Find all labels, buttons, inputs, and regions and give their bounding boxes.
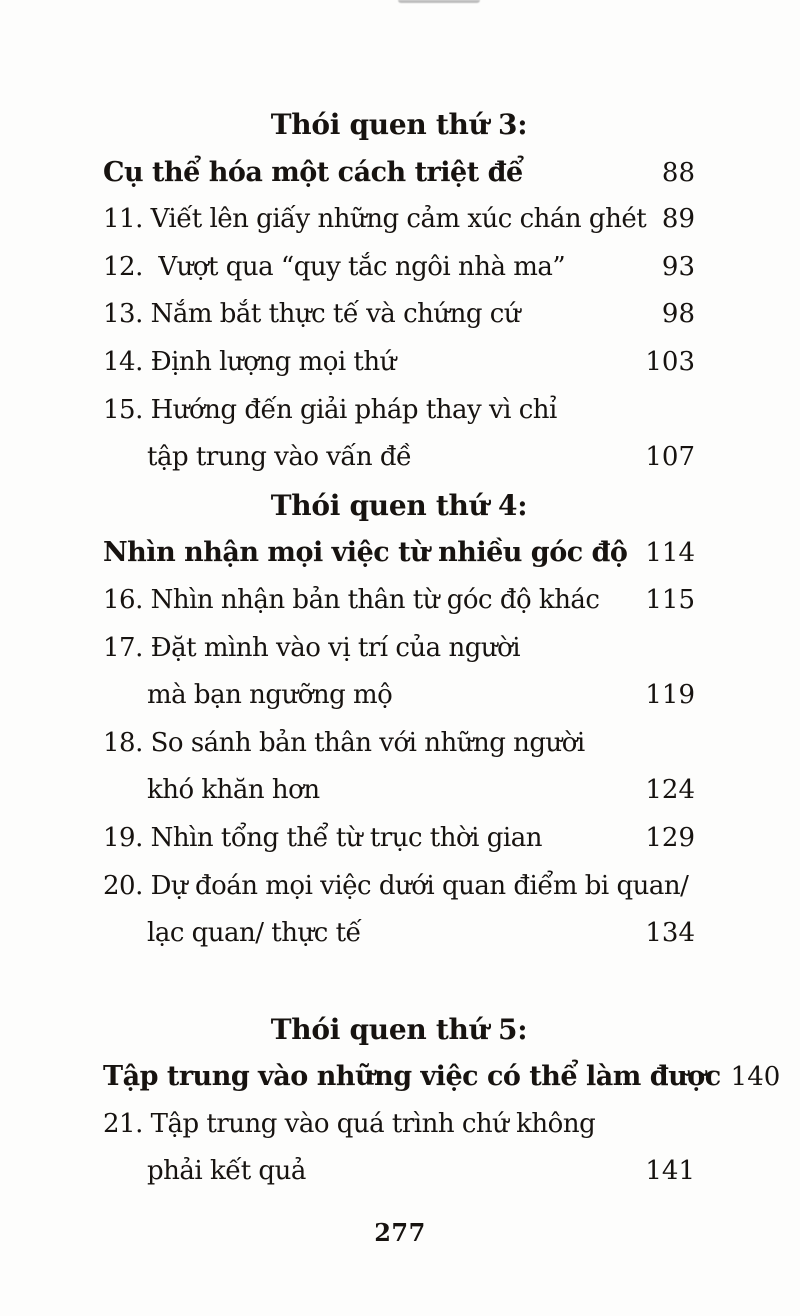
page-number: 119	[645, 680, 695, 711]
toc-entry-11	[103, 196, 695, 244]
toc-entry-text: 16. Nhìn nhận bản thân từ góc độ khác	[103, 584, 600, 615]
toc-entry-18-line1	[103, 720, 695, 768]
page-number: 124	[645, 775, 695, 806]
toc-entry-text: 14. Định lượng mọi thứ	[103, 346, 396, 377]
page-number: 114	[645, 538, 695, 569]
toc-entry-21-line2	[103, 1148, 695, 1196]
scan-artifact	[398, 0, 480, 3]
section-4-title-row	[103, 529, 695, 577]
section-5-title-row	[103, 1053, 781, 1101]
page-number: 140	[730, 1062, 781, 1093]
toc-entry-18-line2	[103, 767, 695, 815]
page-number: 103	[645, 346, 695, 377]
toc-entry-text: 13. Nắm bắt thực tế và chứng cứ	[103, 299, 521, 330]
toc-entry-20-line1	[103, 863, 695, 911]
toc-entry-19	[103, 815, 695, 863]
toc-entry-15-line2	[103, 434, 695, 482]
page-number: 134	[645, 918, 695, 949]
toc-entry-16	[103, 577, 695, 625]
toc-entry-text-continuation: tập trung vào vấn đề	[147, 442, 412, 473]
toc-entry-text: 19. Nhìn tổng thể từ trục thời gian	[103, 822, 542, 853]
table-of-contents	[103, 101, 781, 1196]
page-number: 88	[661, 157, 695, 188]
section-3-heading: Thói quen thứ 3:	[270, 108, 528, 141]
toc-entry-17-line1	[103, 625, 695, 673]
toc-entry-text: 20. Dự đoán mọi việc dưới quan điểm bi quan/	[103, 870, 689, 901]
section-5-heading: Thói quen thứ 5:	[270, 1012, 528, 1046]
page-number: 93	[661, 251, 695, 282]
toc-entry-text: 11. Viết lên giấy những cảm xúc chán ghét	[103, 204, 647, 235]
toc-entry-20-line2	[103, 910, 695, 958]
page-number: 115	[645, 584, 695, 615]
page-number: 107	[645, 442, 695, 473]
toc-entry-14	[103, 339, 695, 387]
toc-entry-15-line1	[103, 387, 695, 435]
folio-page-number: 277	[374, 1218, 426, 1247]
toc-entry-12	[103, 244, 695, 292]
page-number: 89	[661, 204, 695, 235]
toc-entry-13	[103, 291, 695, 339]
toc-entry-text: 15. Hướng đến giải pháp thay vì chỉ	[103, 394, 557, 425]
section-3-title-row	[103, 149, 695, 197]
toc-entry-17-line2	[103, 672, 695, 720]
section-4-heading: Thói quen thứ 4:	[270, 488, 528, 522]
toc-entry-text-continuation: mà bạn ngưỡng mộ	[147, 680, 393, 711]
page-number: 141	[645, 1156, 695, 1187]
toc-entry-text: 17. Đặt mình vào vị trí của người	[103, 632, 521, 663]
toc-entry-text-continuation: khó khăn hơn	[147, 775, 320, 806]
toc-entry-21-line1	[103, 1101, 695, 1149]
page-number: 98	[661, 299, 695, 330]
toc-entry-text-continuation: lạc quan/ thực tế	[147, 918, 362, 949]
toc-entry-text-continuation: phải kết quả	[147, 1156, 306, 1187]
toc-entry-text: 12. Vượt qua “quy tắc ngôi nhà ma”	[103, 251, 566, 282]
section-3-title: Cụ thể hóa một cách triệt để	[103, 156, 523, 188]
section-4-title: Nhìn nhận mọi việc từ nhiều góc độ	[103, 537, 628, 569]
section-5-title: Tập trung vào những việc có thể làm được	[103, 1061, 721, 1093]
toc-entry-text: 21. Tập trung vào quá trình chứ không	[103, 1108, 596, 1139]
toc-entry-text: 18. So sánh bản thân với những người	[103, 727, 585, 758]
page-number: 129	[645, 822, 695, 853]
